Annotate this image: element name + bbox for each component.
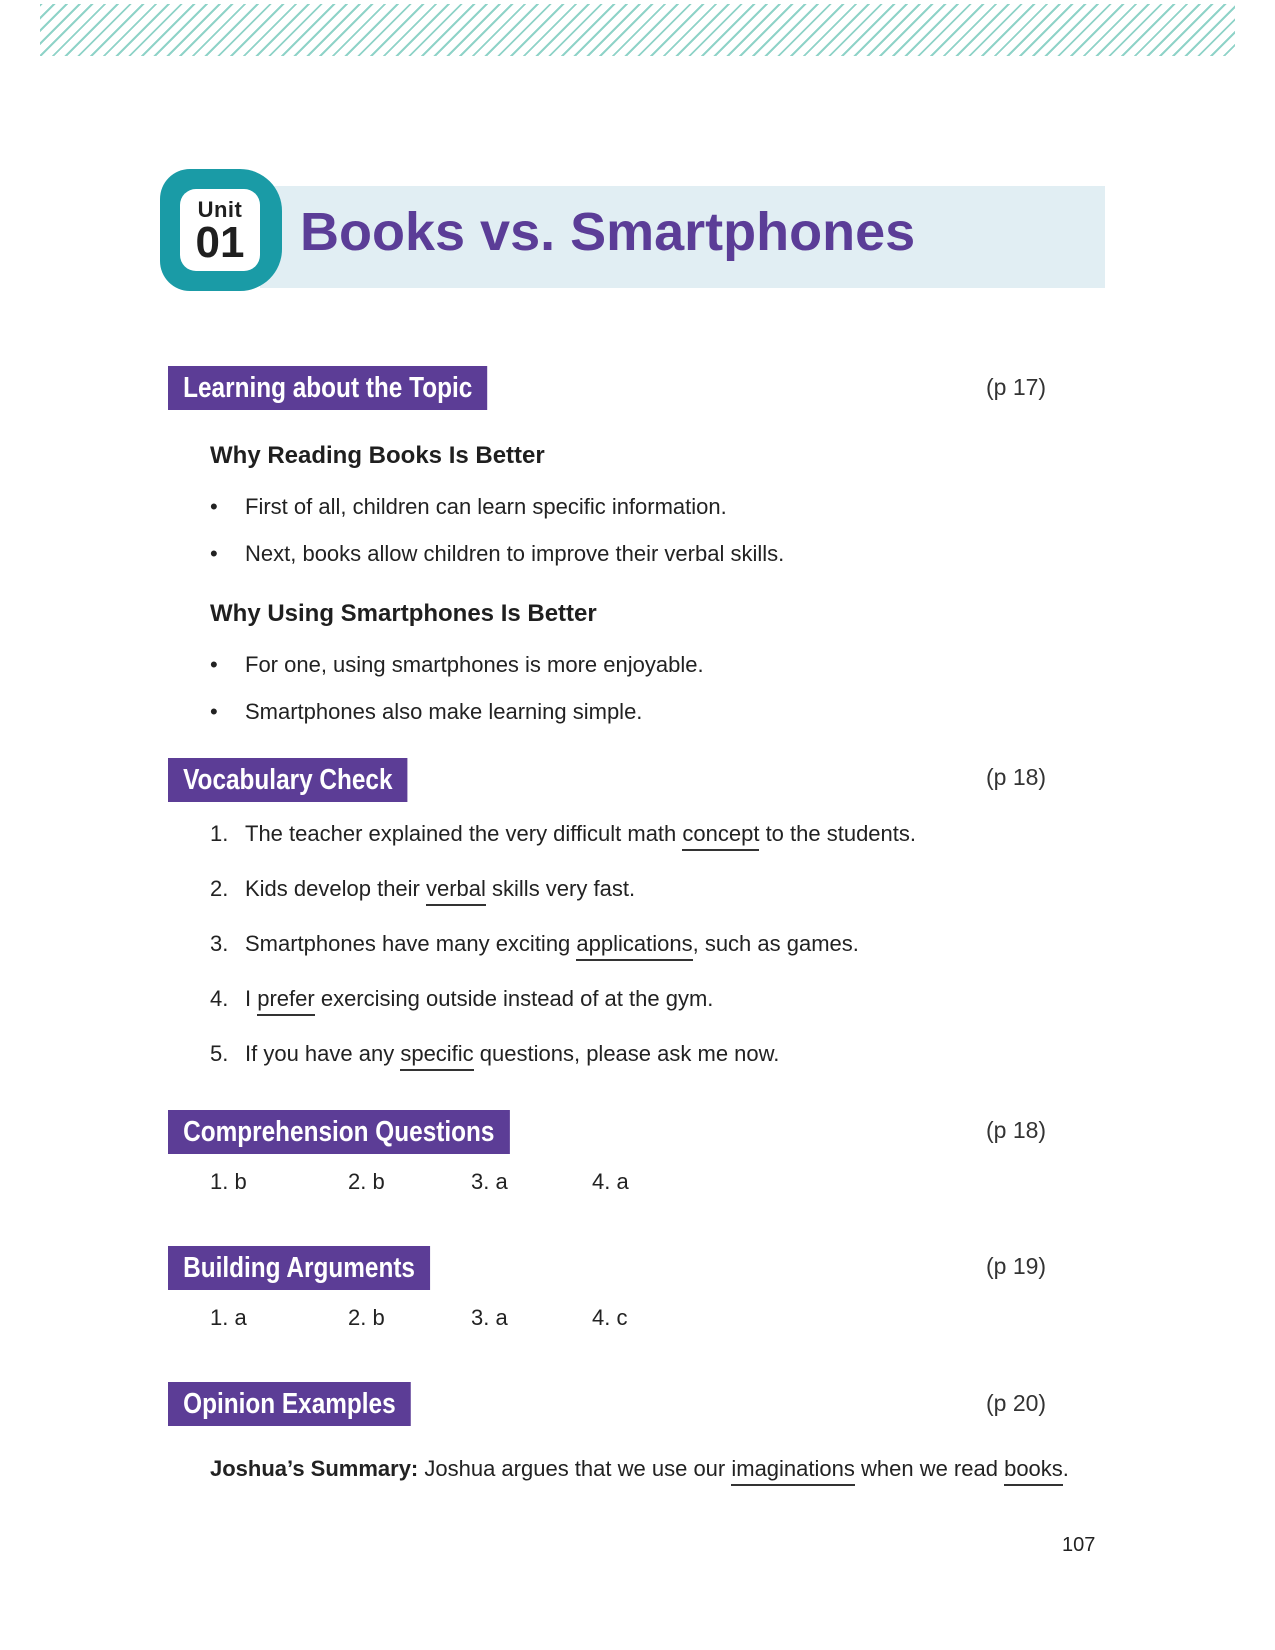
item-number: 2. bbox=[210, 876, 229, 901]
answer-item: 2. b bbox=[348, 1305, 385, 1330]
summary-word: books bbox=[1004, 1456, 1063, 1486]
sentence-before: If you have any bbox=[245, 1041, 401, 1066]
answer-item: 1. a bbox=[210, 1305, 247, 1330]
section-label-vocabulary: Vocabulary Check bbox=[168, 758, 408, 802]
subheading-smartphones: Why Using Smartphones Is Better bbox=[210, 600, 597, 627]
sentence-before: Smartphones have many exciting bbox=[245, 931, 577, 956]
item-number: 4. bbox=[210, 986, 229, 1011]
answer-item: 3. a bbox=[471, 1169, 508, 1194]
item-number: 5. bbox=[210, 1041, 229, 1066]
summary-label: Joshua’s Summary: bbox=[210, 1456, 419, 1481]
vocabulary-item bbox=[210, 821, 916, 847]
vocabulary-item bbox=[210, 986, 713, 1012]
bullet-dot-icon: • bbox=[210, 541, 218, 566]
bullet-dot-icon: • bbox=[210, 699, 218, 724]
bullet-item bbox=[210, 699, 642, 725]
item-number: 1. bbox=[210, 821, 229, 846]
summary-text: Joshua argues that we use our bbox=[418, 1456, 732, 1481]
answer-item: 4. a bbox=[592, 1169, 629, 1194]
vocabulary-word: concept bbox=[682, 821, 759, 851]
page-ref-comprehension: (p 18) bbox=[986, 1117, 1047, 1143]
page-ref-vocabulary: (p 18) bbox=[986, 764, 1047, 790]
unit-number: 01 bbox=[195, 218, 245, 267]
bullet-text: Smartphones also make learning simple. bbox=[245, 699, 643, 724]
sentence-after: exercising outside instead of at the gym. bbox=[314, 986, 714, 1011]
sentence-before: I bbox=[245, 986, 258, 1011]
bullet-text: First of all, children can learn specific information. bbox=[245, 494, 727, 519]
sentence-after: skills very fast. bbox=[485, 876, 636, 901]
summary-word: imaginations bbox=[731, 1456, 855, 1486]
answer-item: 2. b bbox=[348, 1169, 385, 1194]
vocabulary-item bbox=[210, 931, 859, 957]
sentence-after: , such as games. bbox=[692, 931, 859, 956]
bullet-dot-icon: • bbox=[210, 652, 218, 677]
page-ref-learning: (p 17) bbox=[986, 374, 1047, 400]
section-label-opinion: Opinion Examples bbox=[168, 1382, 411, 1426]
unit-word: Unit bbox=[197, 197, 243, 222]
joshua-summary bbox=[210, 1450, 1070, 1488]
decorative-stripe-band bbox=[40, 4, 1235, 56]
sentence-after: to the students. bbox=[759, 821, 916, 846]
item-number: 3. bbox=[210, 931, 229, 956]
unit-badge-inner bbox=[180, 189, 260, 271]
page-ref-arguments: (p 19) bbox=[986, 1253, 1047, 1279]
sentence-before: The teacher explained the very difficult math bbox=[245, 821, 683, 846]
section-label-comprehension: Comprehension Questions bbox=[168, 1110, 510, 1154]
unit-header bbox=[160, 169, 1105, 291]
bullet-item bbox=[210, 494, 727, 520]
summary-text: . bbox=[1062, 1456, 1069, 1481]
summary-text: when we read bbox=[854, 1456, 1005, 1481]
page-number: 107 bbox=[1062, 1534, 1096, 1556]
vocabulary-word: specific bbox=[400, 1041, 473, 1071]
section-label-learning: Learning about the Topic bbox=[168, 366, 487, 410]
sentence-after: questions, please ask me now. bbox=[473, 1041, 780, 1066]
bullet-dot-icon: • bbox=[210, 494, 218, 519]
page-ref-opinion: (p 20) bbox=[986, 1390, 1047, 1416]
unit-title: Books vs. Smartphones bbox=[300, 202, 916, 262]
answer-item: 4. c bbox=[592, 1305, 628, 1330]
answer-item: 3. a bbox=[471, 1305, 508, 1330]
vocabulary-word: applications bbox=[576, 931, 692, 961]
bullet-text: For one, using smartphones is more enjoyable. bbox=[245, 652, 704, 677]
sentence-before: Kids develop their bbox=[245, 876, 426, 901]
bullet-item bbox=[210, 652, 704, 678]
vocabulary-word: verbal bbox=[426, 876, 486, 906]
bullet-text: Next, books allow children to improve their verbal skills. bbox=[245, 541, 785, 566]
subheading-books: Why Reading Books Is Better bbox=[210, 442, 545, 469]
vocabulary-word: prefer bbox=[257, 986, 314, 1016]
section-label-arguments: Building Arguments bbox=[168, 1246, 430, 1290]
vocabulary-item bbox=[210, 876, 635, 902]
unit-badge bbox=[160, 169, 282, 291]
bullet-item bbox=[210, 541, 784, 567]
vocabulary-item bbox=[210, 1041, 779, 1067]
answer-item: 1. b bbox=[210, 1169, 247, 1194]
